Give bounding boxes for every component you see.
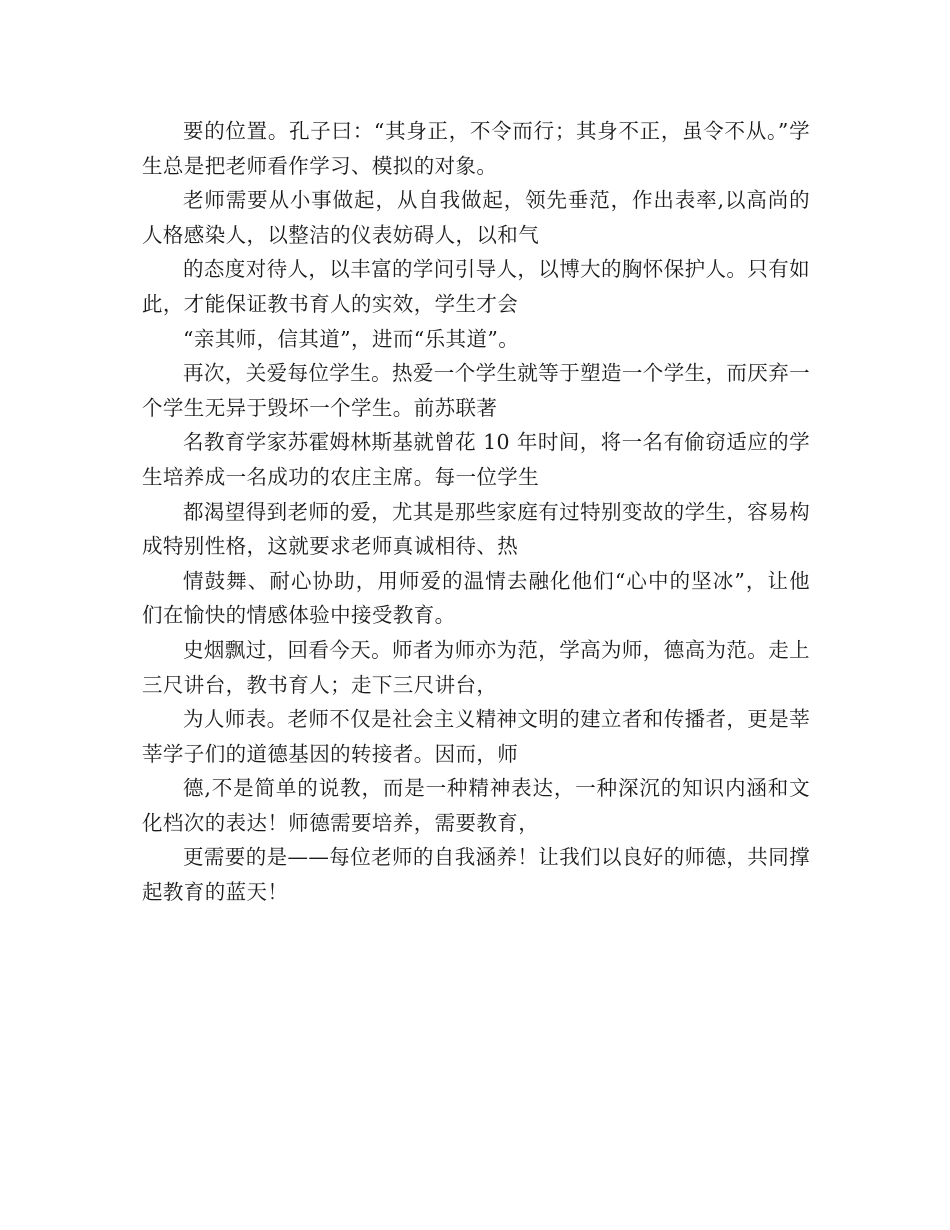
- paragraph: 德,不是简单的说教，而是一种精神表达，一种深沉的知识内涵和文化档次的表达！师德需要培养，需要教育，: [142, 776, 810, 835]
- paragraph: “亲其师，信其道”，进而“乐其道”。: [183, 326, 520, 351]
- paragraph: 要的位置。孔子曰：“其身正，不令而行；其身不正，虽令不从。”学生总是把老师看作学习、模拟的对象。: [142, 119, 810, 178]
- paragraph: 名教育学家苏霍姆林斯基就曾花 10 年时间，将一名有偷窃适应的学生培养成一名成功的农庄主席。每一位学生: [142, 430, 810, 489]
- paragraph: 老师需要从小事做起，从自我做起，领先垂范，作出表率,以高尚的人格感染人，以整洁的仪表妨碍人，以和气: [142, 188, 810, 247]
- paragraph: 再次，关爱每位学生。热爱一个学生就等于塑造一个学生，而厌弃一个学生无异于毁坏一个学生。前苏联著: [142, 361, 810, 420]
- document-body: [142, 114, 810, 910]
- paragraph: 的态度对待人，以丰富的学问引导人，以博大的胸怀保护人。只有如此，才能保证教书育人的实效，学生才会: [142, 257, 810, 316]
- paragraph: 情鼓舞、耐心协助，用师爱的温情去融化他们“心中的坚冰”，让他们在愉快的情感体验中接受教育。: [142, 568, 810, 628]
- paragraph: 史烟飘过，回看今天。师者为师亦为范，学高为师，德高为范。走上三尺讲台，教书育人；走下三尺讲台，: [142, 637, 810, 697]
- paragraph: 为人师表。老师不仅是社会主义精神文明的建立者和传播者，更是莘莘学子们的道德基因的转接者。因而，师: [142, 707, 810, 766]
- paragraph: 都渴望得到老师的爱，尤其是那些家庭有过特别变故的学生，容易构成特别性格，这就要求老师真诚相待、热: [142, 499, 810, 559]
- paragraph: 更需要的是——每位老师的自我涵养！让我们以良好的师德，共同撑起教育的蓝天！: [142, 845, 810, 905]
